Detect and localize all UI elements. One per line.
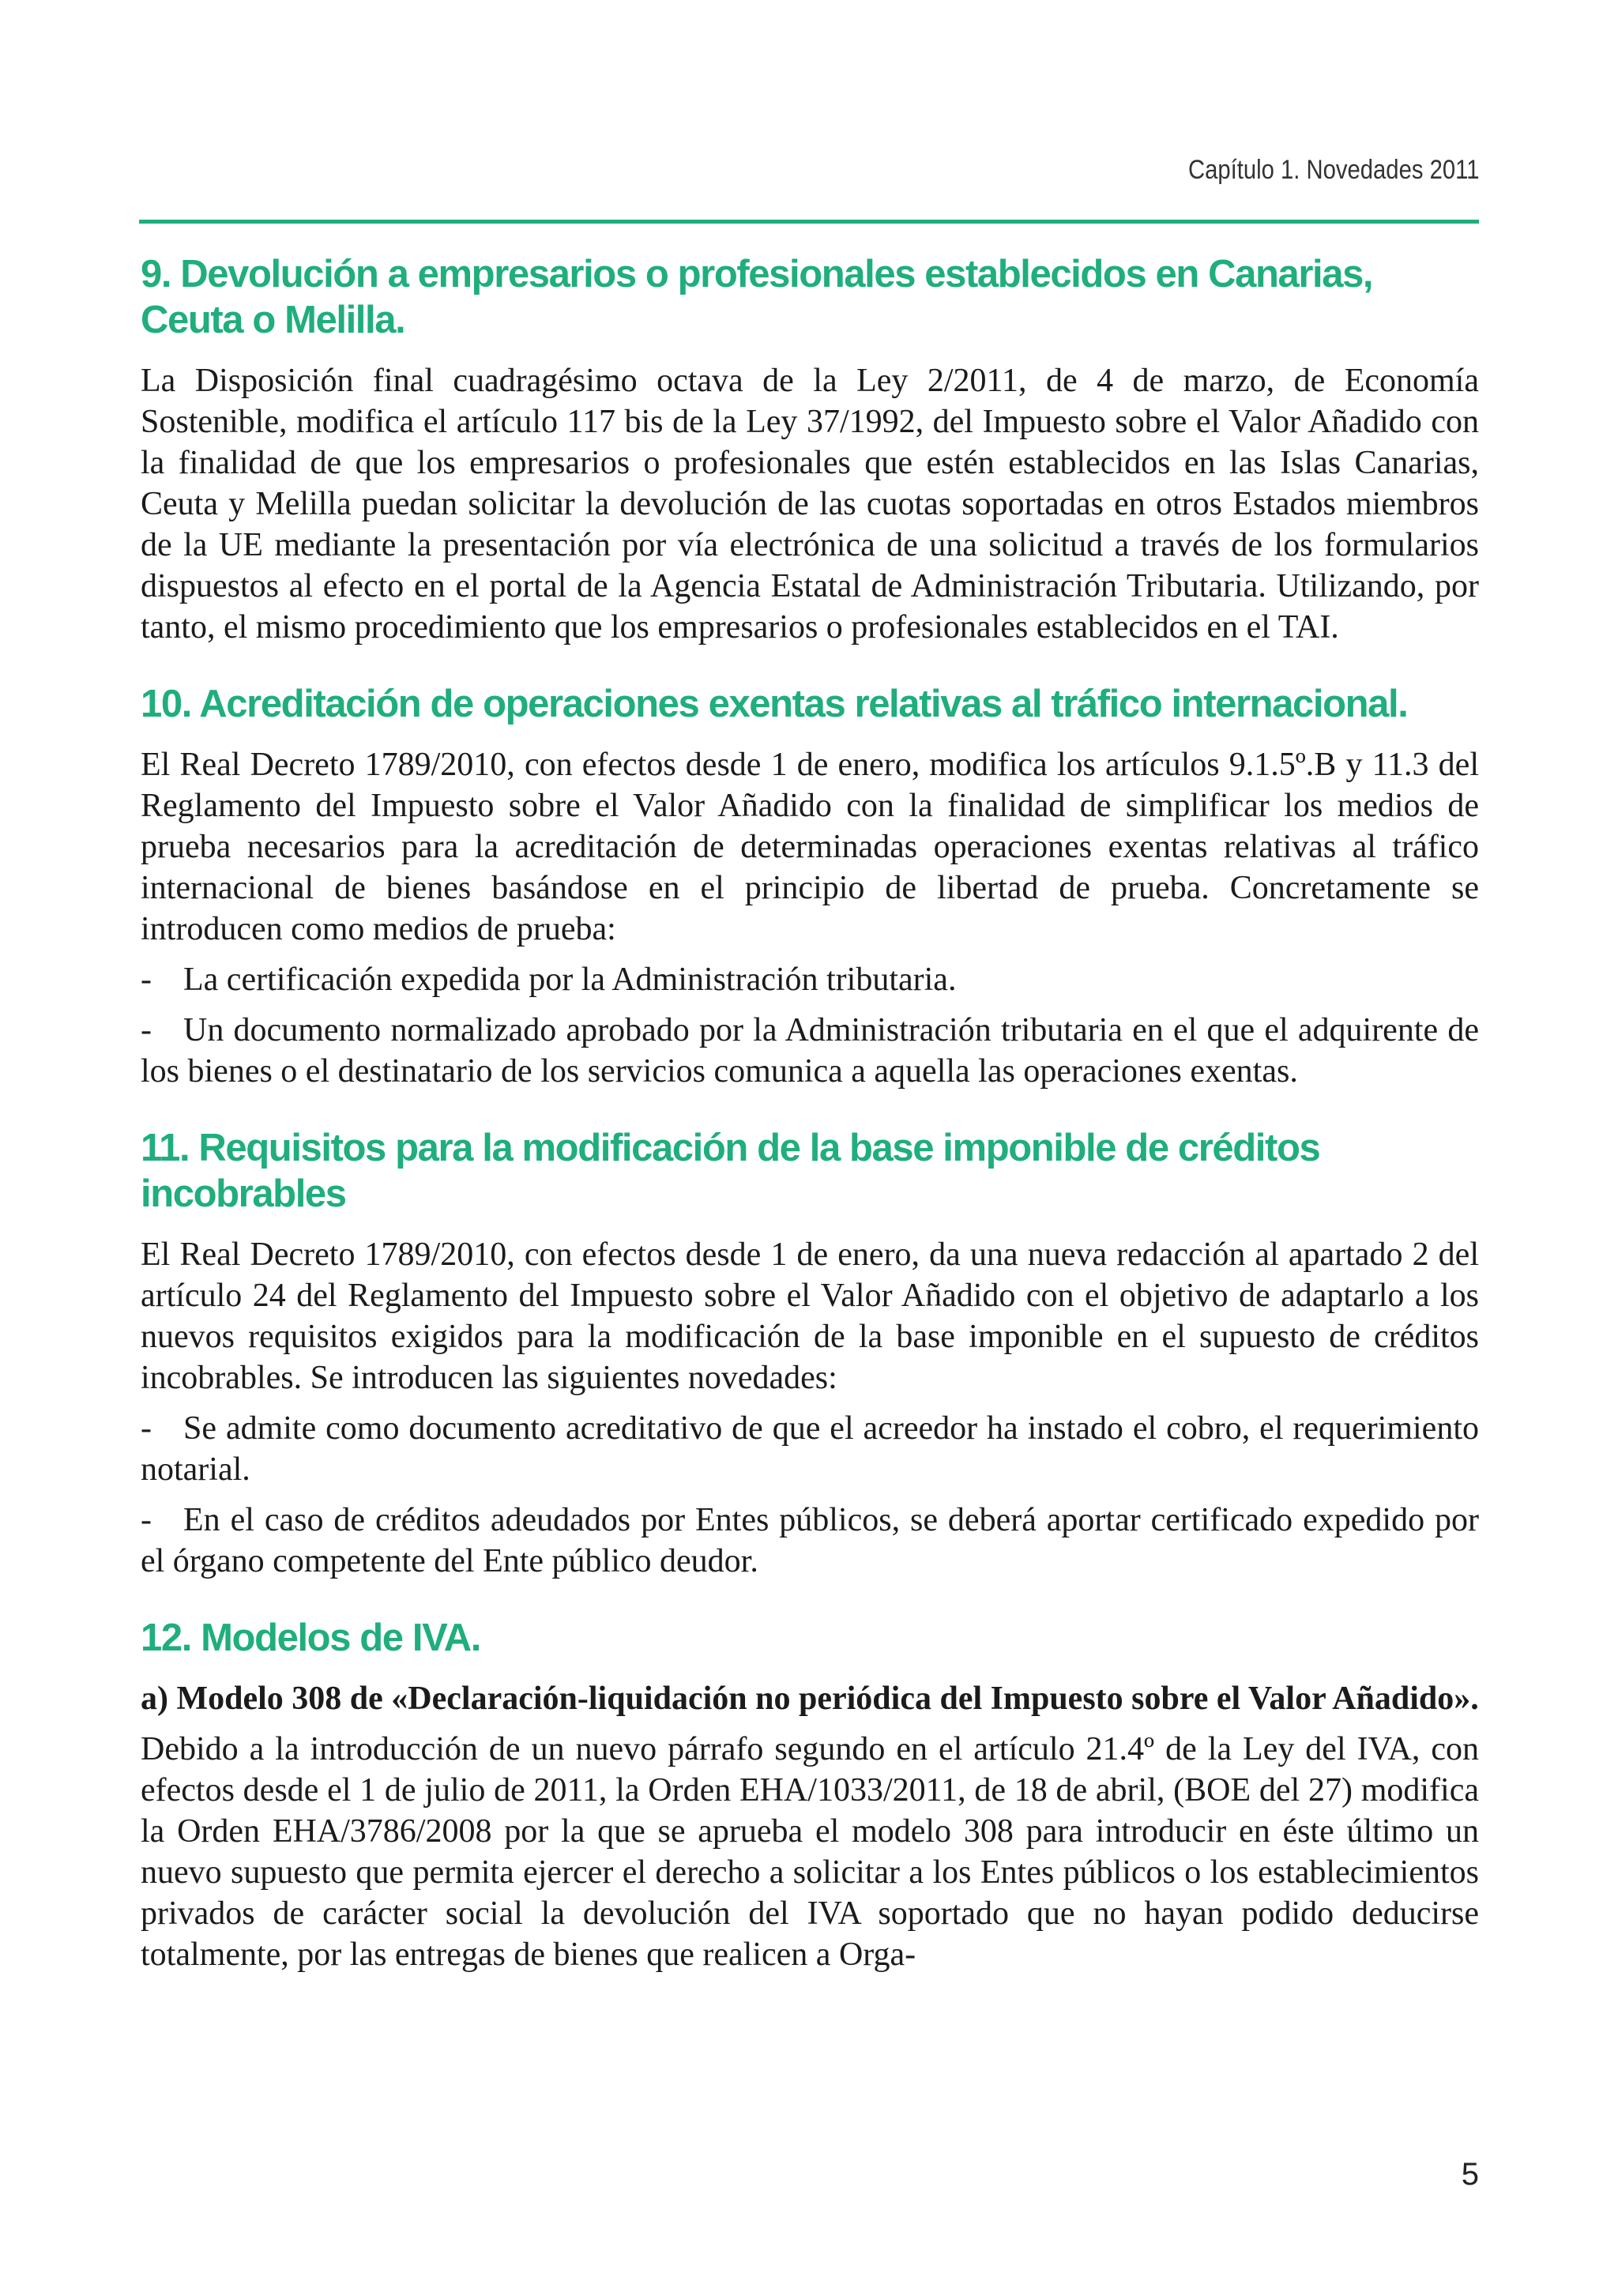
list-item: [141, 1500, 1479, 1582]
list-item: [141, 1010, 1479, 1092]
body-paragraph: Debido a la introducción de un nuevo párrafo segundo en el artículo 21.4º de la Ley del IVA, con efectos desde el 1 de julio de 2011, la Orden EHA/1033/2011, de 18 de abril, (BOE del 27) modifica la Orden EHA/3786/2008 por la que se aprueba el modelo 308 para introducir en éste último un nuevo supuesto que permita ejercer el derecho a solicitar a los Entes públicos o los establecimientos privados de carácter social la devolución del IVA soportado que no hayan podido deducirse totalmente, por las entregas de bienes que realicen a Orga-: [141, 1731, 1479, 1973]
sub-heading: a) Modelo 308 de «Declaración-liquidación no periódica del Impuesto sobre el Valor Añadido».: [141, 1681, 1479, 1717]
list-dash: -: [141, 1502, 152, 1538]
section-heading: 9. Devolución a empresarios o profesionales establecidos en Canarias, Ceuta o Melilla.: [141, 253, 1373, 341]
header-rule: [139, 220, 1479, 224]
section-9: [141, 251, 1479, 648]
running-header: Capítulo 1. Novedades 2011: [1187, 155, 1479, 185]
list-item-text: La certificación expedida por la Administración tributaria.: [183, 962, 957, 998]
list-item-text: En el caso de créditos adeudados por Entes públicos, se deberá aportar certificado expedido por el órgano competente del Ente público deudor.: [141, 1502, 1479, 1579]
section-heading: 11. Requisitos para la modificación de la base imponible de créditos incobrables: [141, 1127, 1320, 1215]
body-paragraph: La Disposición final cuadragésimo octava de la Ley 2/2011, de 4 de marzo, de Economía Sostenible, modifica el artículo 117 bis de la Ley 37/1992, del Impuesto sobre el Valor Añadido con la finalidad de que los empresarios o profesionales que estén establecidos en las Islas Canarias, Ceuta y Melilla puedan solicitar la devolución de las cuotas soportadas en otros Estados miembros de la UE mediante la presentación por vía electrónica de una solicitud a través de los formularios dispuestos al efecto en el portal de la Agencia Estatal de Administración Tributaria. Utilizando, por tanto, el mismo procedimiento que los empresarios o profesionales establecidos en el TAI.: [141, 363, 1479, 646]
body-paragraph: El Real Decreto 1789/2010, con efectos desde 1 de enero, modifica los artículos 9.1.5º.B y 11.3 del Reglamento del Impuesto sobre el Valor Añadido con la finalidad de simplificar los medios de prueba necesarios para la acreditación de determinadas operaciones exentas relativas al tráfico internacional de bienes basándose en el principio de libertad de prueba. Concretamente se introducen como medios de prueba:: [141, 747, 1479, 947]
section-heading: 12. Modelos de IVA.: [141, 1617, 480, 1659]
page-content: [141, 251, 1479, 2008]
list-dash: -: [141, 1410, 152, 1447]
page-number: 5: [1461, 2157, 1479, 2192]
list-dash: -: [141, 1012, 152, 1048]
section-heading: 10. Acreditación de operaciones exentas relativas al tráfico internacional.: [141, 683, 1408, 725]
list-dash: -: [141, 962, 152, 998]
list-item-text: Un documento normalizado aprobado por la Administración tributaria en el que el adquirente de los bienes o el destinatario de los servicios comunica a aquella las operaciones exentas.: [141, 1012, 1479, 1090]
list-item: [141, 1408, 1479, 1490]
list-item-text: Se admite como documento acreditativo de que el acreedor ha instado el cobro, el requerimiento notarial.: [141, 1410, 1479, 1488]
section-11: [141, 1125, 1479, 1582]
section-10: [141, 681, 1479, 1092]
body-paragraph: El Real Decreto 1789/2010, con efectos desde 1 de enero, da una nueva redacción al apartado 2 del artículo 24 del Reglamento del Impuesto sobre el Valor Añadido con el objetivo de adaptarlo a los nuevos requisitos exigidos para la modificación de la base imponible en el supuesto de créditos incobrables. Se introducen las siguientes novedades:: [141, 1236, 1479, 1396]
section-12: [141, 1615, 1479, 1975]
list-item: [141, 959, 1479, 1000]
